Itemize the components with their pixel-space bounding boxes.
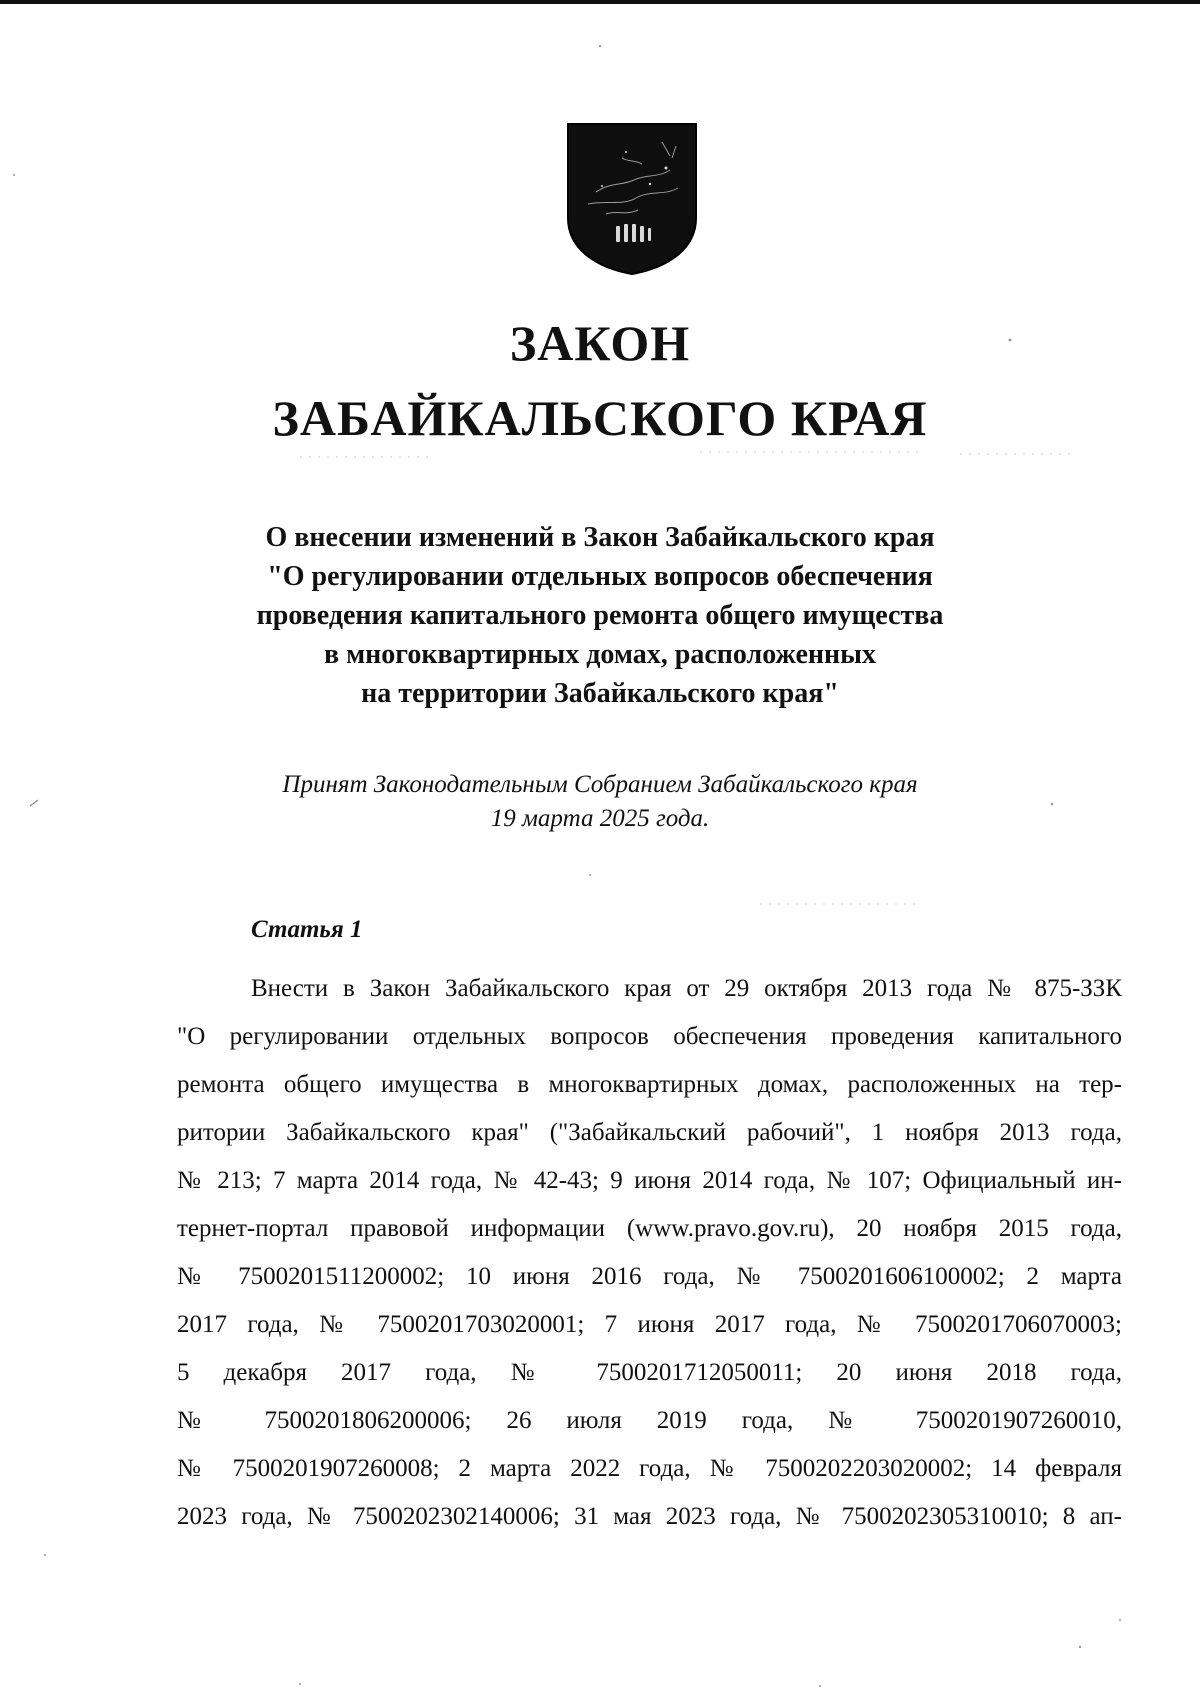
subtitle-line: проведения капитального ремонта общего имущества bbox=[256, 600, 944, 631]
body-line: "О регулировании отдельных вопросов обеспечения проведения капитального bbox=[177, 1023, 1122, 1050]
adoption-note bbox=[0, 768, 1200, 836]
body-line: 5 декабря 2017 года, № 7500201712050011; 20 июня 2018 года, bbox=[177, 1359, 1122, 1386]
body-line: Внести в Закон Забайкальского края от 29 октября 2013 года № 875-ЗЗК bbox=[251, 975, 1122, 1002]
top-border-line bbox=[0, 0, 1200, 4]
adoption-line: Принят Законодательным Собранием Забайкальского края bbox=[282, 771, 918, 798]
subtitle-line: О внесении изменений в Закон Забайкальского края bbox=[265, 522, 935, 553]
body-line: тернет-портал правовой информации (www.pravo.gov.ru), 20 ноября 2015 года, bbox=[177, 1215, 1122, 1242]
law-title: ЗАКОН bbox=[509, 315, 691, 371]
subtitle-line: "О регулировании отдельных вопросов обеспечения bbox=[267, 561, 933, 592]
body-line: ремонта общего имущества в многоквартирных домах, расположенных на тер- bbox=[177, 1071, 1122, 1098]
article-heading: Статья 1 bbox=[251, 916, 363, 943]
body-line: № 7500201907260008; 2 марта 2022 года, № 7500202203020002; 14 февраля bbox=[177, 1455, 1122, 1482]
article-body bbox=[177, 965, 1122, 1541]
body-line: № 213; 7 марта 2014 года, № 42-43; 9 июня 2014 года, № 107; Официальный ин- bbox=[177, 1167, 1122, 1194]
law-region-title: ЗАБАЙКАЛЬСКОГО КРАЯ bbox=[272, 390, 928, 446]
body-line: 2023 года, № 7500202302140006; 31 мая 2023 года, № 7500202305310010; 8 ап- bbox=[177, 1503, 1122, 1530]
adoption-date: 19 марта 2025 года. bbox=[490, 805, 710, 832]
body-line: ритории Забайкальского края" ("Забайкальский рабочий", 1 ноября 2013 года, bbox=[177, 1119, 1122, 1146]
subtitle-line: в многоквартирных домах, расположенных bbox=[323, 639, 877, 670]
subtitle-line: на территории Забайкальского края" bbox=[361, 678, 839, 709]
body-line: № 7500201511200002; 10 июня 2016 года, № 7500201606100002; 2 марта bbox=[177, 1263, 1122, 1290]
coat-of-arms-icon bbox=[566, 122, 698, 276]
law-subtitle bbox=[0, 518, 1200, 713]
body-line: 2017 года, № 7500201703020001; 7 июня 2017 года, № 7500201706070003; bbox=[177, 1311, 1122, 1338]
body-line: № 7500201806200006; 26 июля 2019 года, № 7500201907260010, bbox=[177, 1407, 1122, 1434]
